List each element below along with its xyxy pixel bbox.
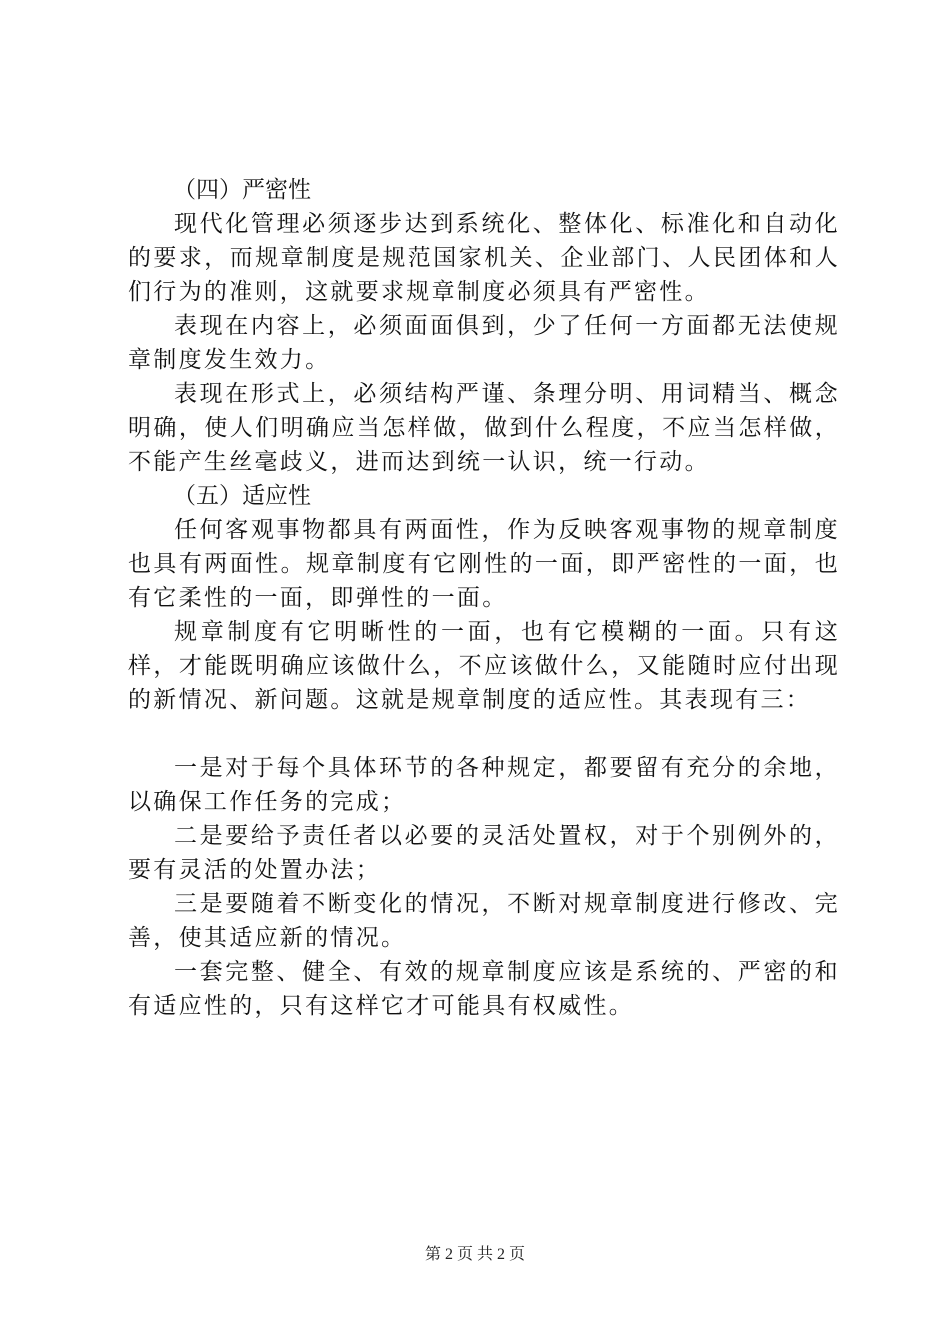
paragraph: 表现在内容上，必须面面俱到，少了任何一方面都无法使规章制度发生效力。 xyxy=(128,313,840,373)
paragraph: 任何客观事物都具有两面性，作为反映客观事物的规章制度也具有两面性。规章制度有它刚性的一面，即严密性的一面，也有它柔性的一面，即弹性的一面。 xyxy=(128,517,840,611)
blank-line xyxy=(128,717,840,751)
point-paragraph: 三是要随着不断变化的情况，不断对规章制度进行修改、完善，使其适应新的情况。 xyxy=(128,891,840,951)
conclusion-paragraph: 一套完整、健全、有效的规章制度应该是系统的、严密的和有适应性的，只有这样它才可能具有权威性。 xyxy=(128,959,840,1019)
section-heading-strictness: （四）严密性 xyxy=(173,177,311,203)
paragraph: 现代化管理必须逐步达到系统化、整体化、标准化和自动化的要求，而规章制度是规范国家机关、企业部门、人民团体和人们行为的准则，这就要求规章制度必须具有严密性。 xyxy=(128,211,840,305)
point-paragraph: 二是要给予责任者以必要的灵活处置权，对于个别例外的，要有灵活的处置办法； xyxy=(128,823,840,883)
paragraph: 表现在形式上，必须结构严谨、条理分明、用词精当、概念明确，使人们明确应当怎样做，做到什么程度，不应当怎样做，不能产生丝毫歧义，进而达到统一认识，统一行动。 xyxy=(128,381,840,475)
point-paragraph: 一是对于每个具体环节的各种规定，都要留有充分的余地，以确保工作任务的完成； xyxy=(128,755,840,815)
paragraph: 规章制度有它明晰性的一面，也有它模糊的一面。只有这样，才能既明确应该做什么，不应该做什么，又能随时应付出现的新情况、新问题。这就是规章制度的适应性。其表现有三： xyxy=(128,619,840,713)
document-body xyxy=(128,173,840,1023)
section-heading-adaptability: （五）适应性 xyxy=(173,483,311,509)
page-number-footer: 第 2 页 共 2 页 xyxy=(424,1246,525,1263)
